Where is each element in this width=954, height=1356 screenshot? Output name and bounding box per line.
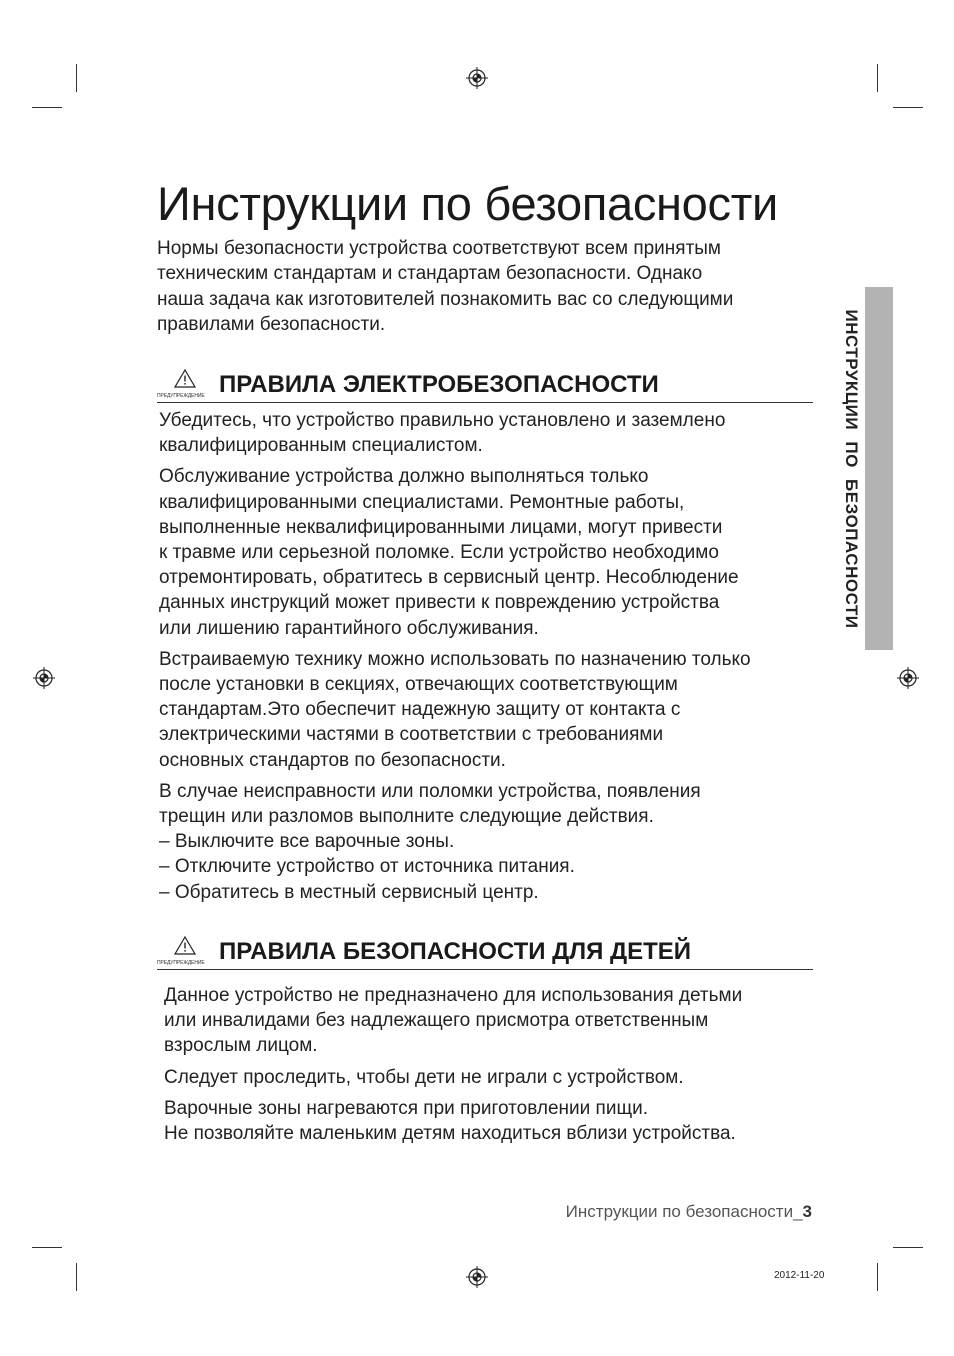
paragraph <box>164 1065 824 1090</box>
warning-label: ПРЕДУПРЕЖДЕНИЕ <box>157 960 205 966</box>
list-item: – Отключите устройство от источника питания. <box>159 856 575 878</box>
warning-triangle-icon <box>174 369 196 388</box>
text-line: Встраиваемую технику можно использовать по назначению только <box>159 648 751 670</box>
text-line: квалифицированными специалистами. Ремонтные работы, <box>159 491 685 513</box>
text-line: или инвалидами без надлежащего присмотра ответственным <box>164 1010 709 1032</box>
text-line: данных инструкций может привести к повреждению устройства <box>159 592 720 614</box>
crop-mark <box>877 64 878 92</box>
text-line: электрическими частями в соответствии с требованиями <box>159 724 664 746</box>
crop-mark <box>32 1247 62 1248</box>
paragraph <box>159 408 819 458</box>
section-title: ПРАВИЛА БЕЗОПАСНОСТИ ДЛЯ ДЕТЕЙ <box>219 938 692 965</box>
paragraph <box>159 647 819 773</box>
crop-mark <box>76 64 77 92</box>
text-line: Убедитесь, что устройство правильно установлено и заземлено <box>159 410 726 431</box>
text-line: отремонтировать, обратитесь в сервисный центр. Несоблюдение <box>159 567 739 589</box>
warning-badge <box>157 369 215 399</box>
warning-triangle-icon <box>174 936 196 955</box>
crop-mark <box>76 1263 77 1291</box>
text-line: квалифицированным специалистом. <box>159 435 483 457</box>
registration-mark-icon <box>896 666 920 690</box>
section-body-electrical <box>159 408 819 905</box>
text-line: основных стандартов по безопасности. <box>159 749 506 771</box>
section-body-children <box>164 983 824 1146</box>
text-line: выполненные неквалифицированными лицами, могут привести <box>159 516 723 538</box>
text-line: Следует проследить, чтобы дети не играли с устройством. <box>164 1066 684 1088</box>
text-line: Варочные зоны нагреваются при приготовлении пищи. <box>164 1097 648 1119</box>
text-line: к травме или серьезной поломке. Если устройство необходимо <box>159 542 719 564</box>
footer-text: Инструкции по безопасности_ <box>565 1202 803 1221</box>
crop-mark <box>877 1263 878 1291</box>
paragraph <box>159 779 819 905</box>
print-date: 2012-11-20 <box>774 1270 825 1281</box>
section-header-children <box>157 933 813 970</box>
text-line: Нормы безопасности устройства соответствуют всем принятым <box>157 238 721 259</box>
text-line: Данное устройство не предназначено для использования детьми <box>164 985 743 1006</box>
text-line: Не позволяйте маленьким детям находиться вблизи устройства. <box>164 1123 736 1145</box>
side-tab-gray-strip <box>865 287 893 650</box>
warning-label: ПРЕДУПРЕЖДЕНИЕ <box>157 393 205 399</box>
crop-mark <box>893 107 923 108</box>
section-header-electrical <box>157 366 813 403</box>
registration-mark-icon <box>32 666 56 690</box>
crop-mark <box>32 107 62 108</box>
section-title: ПРАВИЛА ЭЛЕКТРОБЕЗОПАСНОСТИ <box>219 371 659 398</box>
list-item: – Выключите все варочные зоны. <box>159 831 455 853</box>
text-line: техническим стандартам и стандартам безопасности. Однако <box>157 263 703 285</box>
text-line: или лишению гарантийного обслуживания. <box>159 617 539 639</box>
paragraph <box>164 983 824 1059</box>
page-title: Инструкции по безопасности <box>157 177 778 230</box>
text-line: правилами безопасности. <box>157 313 386 335</box>
intro-paragraph <box>157 236 817 337</box>
crop-mark <box>893 1247 923 1248</box>
text-line: В случае неисправности или поломки устройства, появления <box>159 780 701 802</box>
text-line: наша задача как изготовителей познакомить вас со следующими <box>157 288 734 310</box>
registration-mark-icon <box>465 66 489 90</box>
list-item: – Обратитесь в местный сервисный центр. <box>159 881 539 903</box>
side-tab-label: ИНСТРУКЦИИ ПО БЕЗОПАСНОСТИ <box>841 308 861 629</box>
text-line: стандартам.Это обеспечит надежную защиту от контакта с <box>159 699 681 721</box>
paragraph <box>159 464 819 640</box>
paragraph <box>164 1096 824 1146</box>
text-line: Обслуживание устройства должно выполняться только <box>159 466 649 488</box>
text-line: после установки в секциях, отвечающих соответствующим <box>159 674 678 696</box>
side-tab <box>836 287 893 650</box>
page-footer <box>566 1202 812 1222</box>
text-line: трещин или разломов выполните следующие действия. <box>159 806 654 828</box>
side-tab-text-wrap <box>836 287 865 650</box>
warning-badge <box>157 936 215 966</box>
page-number: 3 <box>802 1202 812 1221</box>
registration-mark-icon <box>465 1265 489 1289</box>
text-line: взрослым лицом. <box>164 1035 318 1057</box>
